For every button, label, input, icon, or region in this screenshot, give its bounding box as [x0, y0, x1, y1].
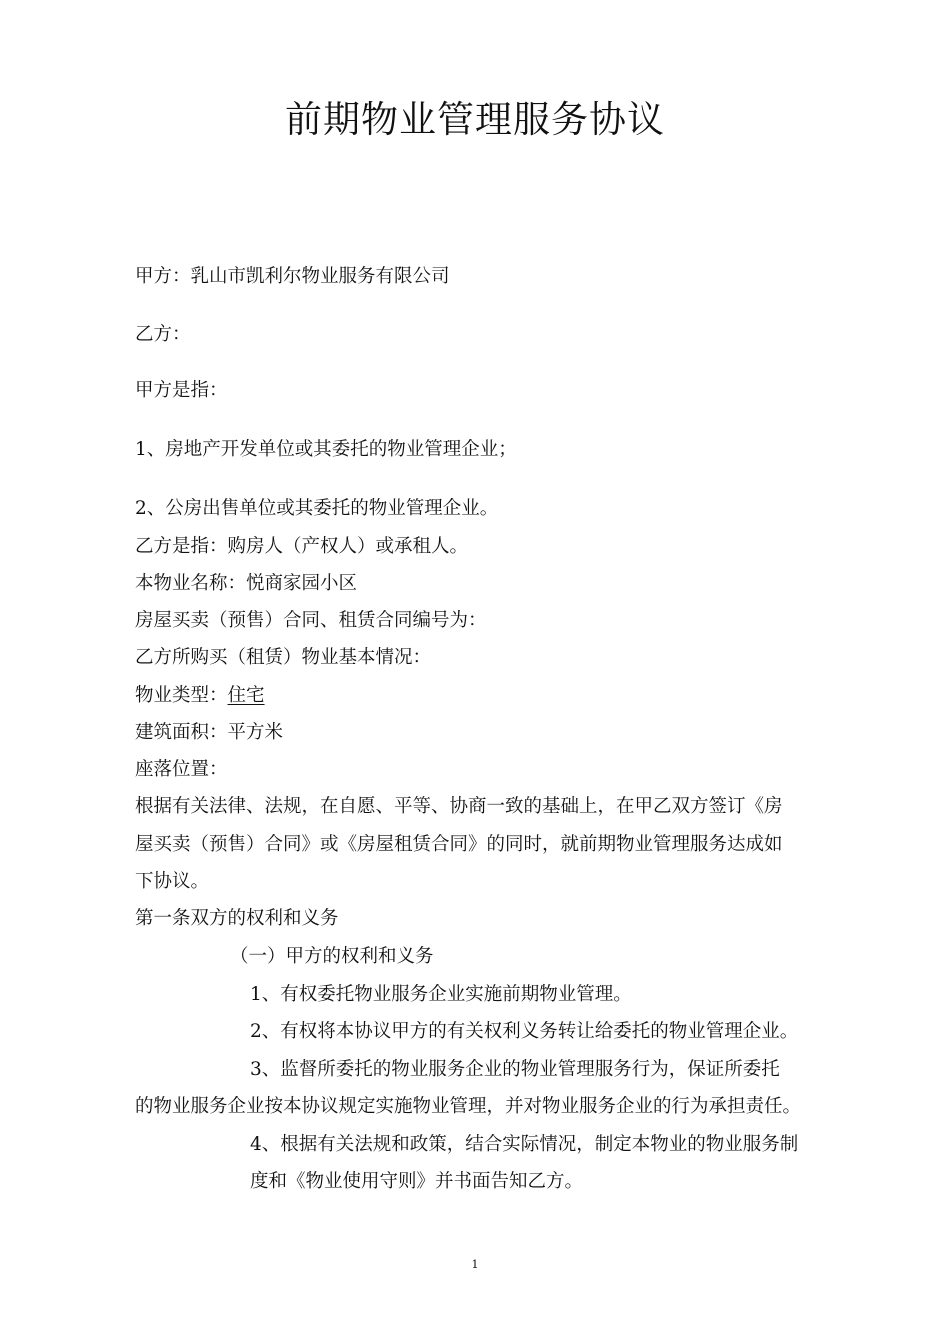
- clause-item-4-line-1: 4、根据有关法规和政策，结合实际情况，制定本物业的物业服务制: [250, 1134, 799, 1155]
- document-title: 前期物业管理服务协议: [285, 98, 665, 141]
- page-number: 1: [471, 1258, 479, 1271]
- preamble-line-1: 根据有关法律、法规，在自愿、平等、协商一致的基础上，在甲乙双方签订《房: [135, 796, 783, 817]
- clause-item-3-line-2: 的物业服务企业按本协议规定实施物业管理，并对物业服务企业的行为承担责任。: [135, 1096, 802, 1117]
- property-type-line: [135, 683, 265, 709]
- party-a-definition-item-2: 2、公房出售单位或其委托的物业管理企业。: [135, 498, 499, 519]
- preamble-line-3: 下协议。: [135, 871, 210, 892]
- property-type-value: 住宅: [227, 685, 265, 706]
- party-a-line: 甲方：乳山市凯利尔物业服务有限公司: [135, 266, 450, 287]
- clause-item-2: 2、有权将本协议甲方的有关权利义务转让给委托的物业管理企业。: [250, 1021, 799, 1042]
- clause-item-3-line-1: 3、监督所委托的物业服务企业的物业管理服务行为，保证所委托: [250, 1059, 780, 1080]
- preamble-line-2: 屋买卖（预售）合同》或《房屋租赁合同》的同时，就前期物业管理服务达成如: [135, 834, 783, 855]
- property-type-label: 物业类型：: [135, 685, 228, 706]
- location-line: 座落位置：: [135, 759, 228, 780]
- section-1-heading: （一）甲方的权利和义务: [230, 946, 434, 967]
- party-a-definition-item-1: 1、房地产开发单位或其委托的物业管理企业；: [135, 439, 517, 460]
- contract-number-line: 房屋买卖（预售）合同、租赁合同编号为：: [135, 610, 487, 631]
- clause-item-4-line-2: 度和《物业使用守则》并书面告知乙方。: [250, 1171, 584, 1192]
- party-b-line: 乙方：: [135, 324, 191, 345]
- party-a-definition: 甲方是指：: [135, 380, 228, 401]
- floor-area-line: 建筑面积：平方米: [135, 722, 284, 743]
- basic-info-line: 乙方所购买（租赁）物业基本情况：: [135, 647, 432, 668]
- clause-item-1: 1、有权委托物业服务企业实施前期物业管理。: [250, 984, 632, 1005]
- article-1-heading: 第一条双方的权利和义务: [135, 908, 339, 929]
- party-b-definition: 乙方是指：购房人（产权人）或承租人。: [135, 536, 469, 557]
- property-name-line: 本物业名称：悦商家园小区: [135, 573, 358, 594]
